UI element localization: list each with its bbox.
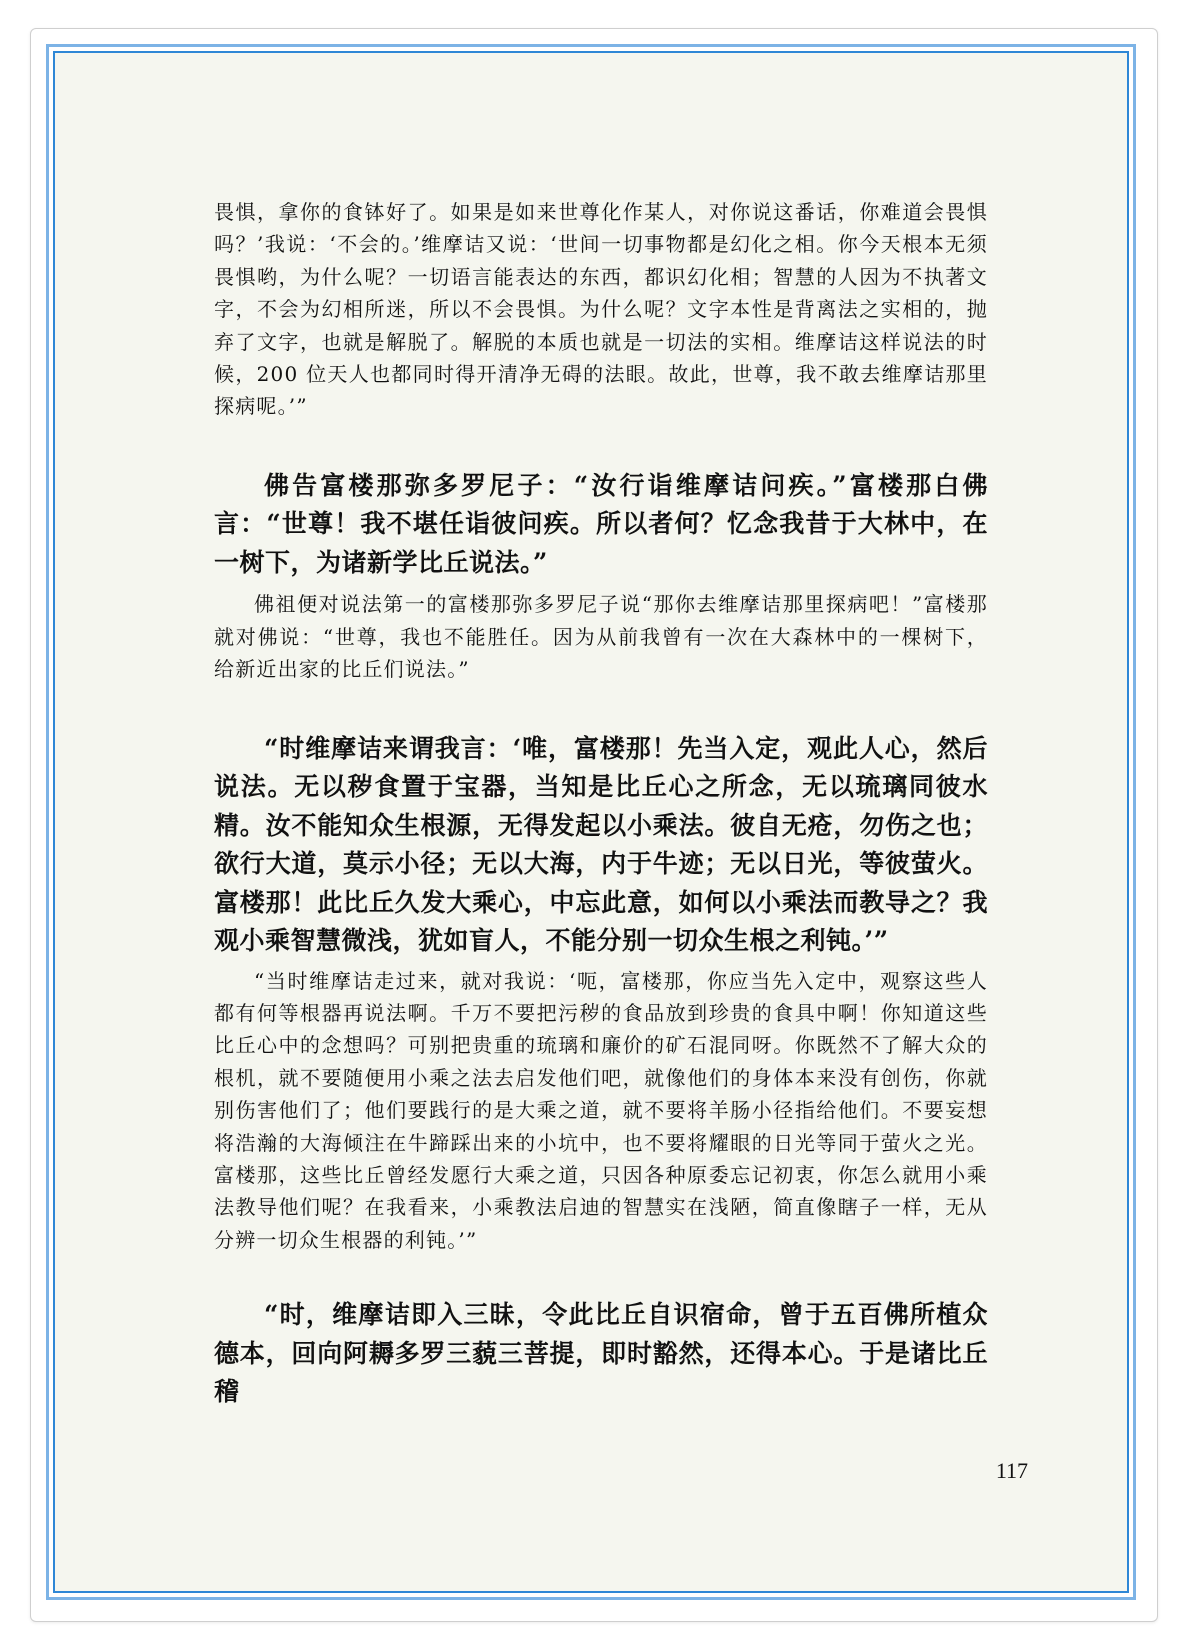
page-number: 117 bbox=[995, 1458, 1028, 1483]
translation-paragraph: “当时维摩诘走过来，就对我说：‘呃，富楼那，你应当先入定中，观察这些人都有何等根器再说法啊。千万不要把污秽的食品放到珍贵的食具中啊！你知道这些比丘心中的念想吗？可别把贵重的琉璃和廉价的矿石混同呀。你既然不了解大众的根机，就不要随便用小乘之法去启发他们吧，就像他们的身体本来没有创伤，你就别伤害他们了；他们要践行的是大乘之道，就不要将羊肠小径指给他们。不要妄想将浩瀚的大海倾注在牛蹄踩出来的小坑中，也不要将耀眼的日光等同于萤火之光。富楼那，这些比丘曾经发愿行大乘之道，只因各种原委忘记初衷，你怎么就用小乘法教导他们呢？在我看来，小乘教法启迪的智慧实在浅陋，简直像瞎子一样，无从分辨一切众生根器的利钝。’” bbox=[214, 968, 988, 1252]
sutra-paragraph: 佛告富楼那弥多罗尼子：“汝行诣维摩诘问疾。”富楼那白佛言：“世尊！我不堪任诣彼问疾。所以者何？忆念我昔于大林中，在一树下，为诸新学比丘说法。” bbox=[214, 470, 988, 577]
sutra-paragraph: “时，维摩诘即入三昧，令此比丘自识宿命，曾于五百佛所植众德本，回向阿耨多罗三藐三菩提，即时豁然，还得本心。于是诸比丘稽 bbox=[214, 1300, 988, 1407]
sutra-paragraph: “时维摩诘来谓我言：‘唯，富楼那！先当入定，观此人心，然后说法。无以秽食置于宝器，当知是比丘心之所念，无以琉璃同彼水精。汝不能知众生根源，无得发起以小乘法。彼自无疮，勿伤之也；欲行大道，莫示小径；无以大海，内于牛迹；无以日光，等彼萤火。富楼那！此比丘久发大乘心，中忘此意，如何以小乘法而教导之？我观小乘智慧微浅，犹如盲人，不能分别一切众生根之利钝。’” bbox=[214, 733, 988, 956]
page-text-block bbox=[214, 196, 988, 1412]
translation-paragraph: 畏惧，拿你的食钵好了。如果是如来世尊化作某人，对你说这番话，你难道会畏惧吗？’我说：‘不会的。’维摩诘又说：‘世间一切事物都是幻化之相。你今天根本无须畏惧哟，为什么呢？一切语言能表达的东西，都识幻化相；智慧的人因为不执著文字，不会为幻相所迷，所以不会畏惧。为什么呢？文字本性是背离法之实相的，抛弃了文字，也就是解脱了。解脱的本质也就是一切法的实相。维摩诘这样说法的时候，200 位天人也都同时得开清净无碍的法眼。故此，世尊，我不敢去维摩诘那里探病呢。’” bbox=[214, 200, 988, 419]
translation-paragraph: 佛祖便对说法第一的富楼那弥多罗尼子说“那你去维摩诘那里探病吧！”富楼那就对佛说：“世尊，我也不能胜任。因为从前我曾有一次在大森林中的一棵树下，给新近出家的比丘们说法。” bbox=[214, 592, 988, 682]
